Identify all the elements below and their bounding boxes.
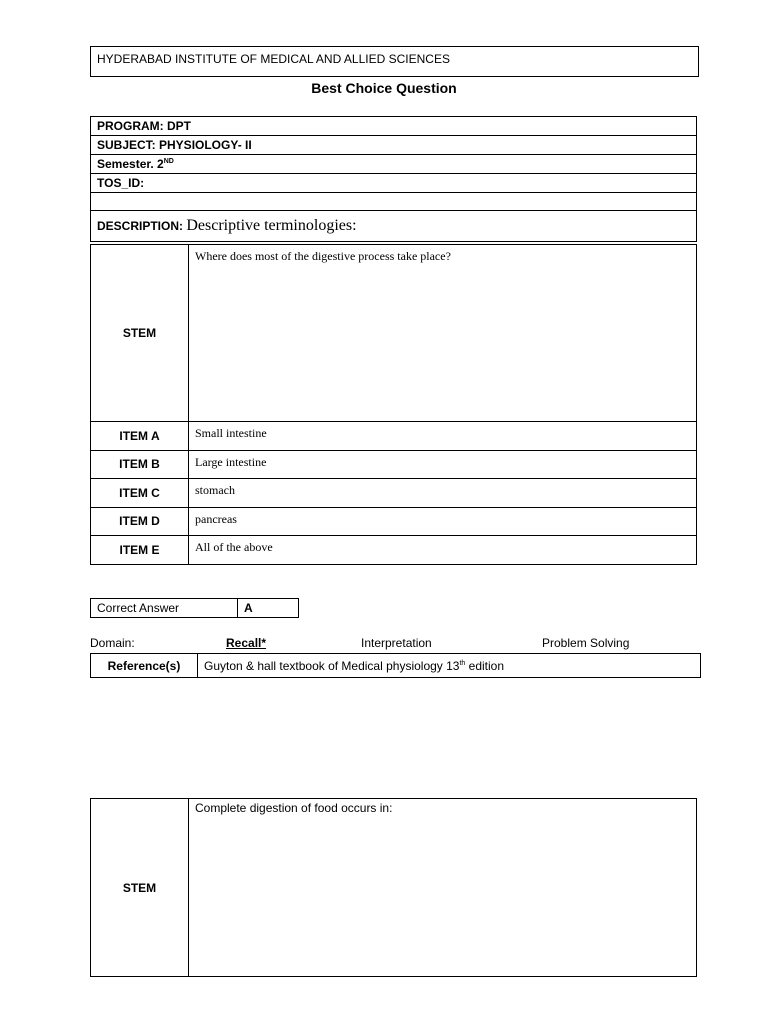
- empty-row: [91, 193, 697, 211]
- item-c-text: stomach: [189, 479, 697, 508]
- description-value: Descriptive terminologies:: [186, 217, 357, 234]
- reference-label: Reference(s): [91, 654, 198, 678]
- stem2-label: STEM: [91, 799, 189, 977]
- correct-answer-table: [90, 598, 299, 618]
- reference-sup: th: [459, 659, 466, 667]
- item-c-label: ITEM C: [91, 479, 189, 508]
- question2-table: [90, 798, 697, 977]
- domain-interpretation: Interpretation: [361, 636, 432, 650]
- item-e-text: All of the above: [189, 536, 697, 565]
- semester-sup: ND: [163, 158, 174, 165]
- item-a-text: Small intestine: [189, 422, 697, 451]
- item-a-label: ITEM A: [91, 422, 189, 451]
- description-field: [91, 211, 697, 242]
- stem2-text: Complete digestion of food occurs in:: [189, 799, 697, 977]
- reference-text-suffix: edition: [465, 658, 505, 673]
- semester-text: Semester. 2: [97, 157, 164, 171]
- item-d-text: pancreas: [189, 507, 697, 536]
- reference-table: [90, 653, 701, 678]
- semester-field: [91, 155, 697, 174]
- domain-problem-solving: Problem Solving: [542, 636, 630, 650]
- program-field: PROGRAM: DPT: [91, 117, 697, 136]
- meta-table: [90, 116, 697, 242]
- item-b-label: ITEM B: [91, 450, 189, 479]
- question1-table: [90, 244, 697, 565]
- correct-answer-label: Correct Answer: [91, 599, 238, 618]
- reference-text-main: Guyton & hall textbook of Medical physiology 13: [204, 658, 460, 673]
- stem-text: Where does most of the digestive process take place?: [189, 245, 697, 422]
- tos-id-field: TOS_ID:: [91, 174, 697, 193]
- reference-text: [198, 654, 701, 678]
- item-d-label: ITEM D: [91, 507, 189, 536]
- institute-header: [90, 46, 699, 77]
- institute-name: HYDERABAD INSTITUTE OF MEDICAL AND ALLIED SCIENCES: [97, 52, 450, 66]
- domain-label: Domain:: [90, 636, 135, 650]
- description-label: DESCRIPTION:: [97, 219, 184, 233]
- subject-field: SUBJECT: PHYSIOLOGY- II: [91, 136, 697, 155]
- page-title: Best Choice Question: [311, 80, 457, 96]
- item-b-text: Large intestine: [189, 450, 697, 479]
- domain-recall: Recall*: [226, 636, 267, 650]
- item-e-label: ITEM E: [91, 536, 189, 565]
- stem-label: STEM: [91, 245, 189, 422]
- correct-answer-value: A: [238, 599, 299, 618]
